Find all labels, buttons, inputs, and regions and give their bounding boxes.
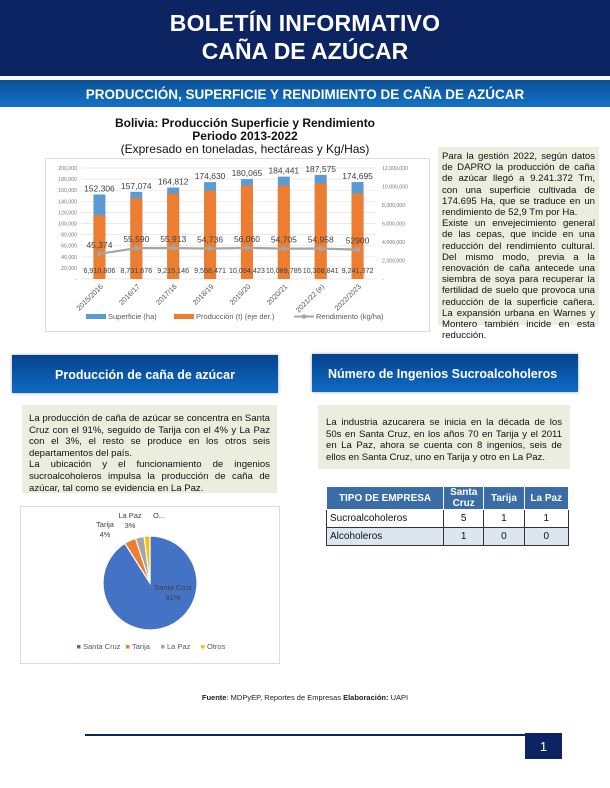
pie-label-name: O... (152, 511, 166, 520)
col-la-paz: La Paz (524, 487, 568, 510)
cell-tipo: Alcoholeros (327, 528, 444, 546)
pie-legend-swatch (77, 645, 81, 649)
side-note-p1: Para la gestión 2022, según datos de DAPRO la producción de caña de azúcar llegó a 9.241.372 Tm, con una superficie cultivada de 174.695 Ha, que se traduce en un rendimiento de 52,9 Tm por Ha. (442, 151, 595, 219)
x-axis-tick: 2018/19 (190, 282, 216, 307)
cell-value: 1 (444, 528, 484, 546)
right-axis-tick: 10,000,000 (382, 184, 408, 191)
elaboration-text: UAPI (388, 693, 409, 702)
cell-tipo: Sucroalcoholeros (327, 510, 444, 528)
chart-subtitle: Periodo 2013-2022 (192, 129, 298, 143)
pie-legend-label: Tarija (132, 642, 150, 651)
legend-label: Rendimiento (kg/ha) (316, 312, 384, 321)
x-axis-tick: 2022/2023 (332, 282, 363, 313)
chart-title: Bolivia: Producción Superficie y Rendimiento (114, 116, 376, 130)
pie-legend-label: Santa Cruz (83, 642, 121, 651)
legend-swatch (174, 314, 194, 319)
produccion-label: 10,094,423 (228, 266, 265, 275)
right-axis-tick: 2,000,000 (382, 258, 406, 265)
pie-legend-label: Otros (207, 642, 226, 651)
pie-label-pct: 4% (99, 530, 111, 539)
rendimiento-point (97, 251, 102, 256)
legend-swatch-marker (302, 314, 307, 319)
bulletin-header (0, 0, 610, 76)
pie-chart (20, 506, 280, 664)
superficie-label: 174,695 (342, 171, 373, 182)
rendimiento-point (318, 246, 323, 251)
produccion-label: 8,731,676 (120, 266, 153, 275)
rendimiento-label: 54,958 (307, 234, 334, 245)
section-band: PRODUCCIÓN, SUPERFICIE Y RENDIMIENTO DE CAÑA DE AZÚCAR (0, 80, 610, 107)
legend-swatch (86, 314, 106, 319)
elaboration-label: Elaboración: (343, 693, 389, 702)
combo-chart (45, 158, 430, 332)
rendimiento-label: 52900 (345, 235, 370, 246)
left-axis-tick: 40,000 (61, 254, 77, 261)
cell-value: 5 (444, 510, 484, 528)
right-axis-tick: 8,000,000 (382, 203, 406, 209)
x-axis-tick: 2016/17 (116, 282, 142, 307)
x-axis-tick: 2017/18 (153, 282, 179, 307)
left-axis-tick: 160,000 (58, 188, 77, 195)
rendimiento-label: 55,590 (123, 234, 150, 245)
pie-label-name: Tarija (96, 520, 114, 529)
rendimiento-point (207, 246, 212, 251)
side-note-p2: Existe un envejecimiento general de las cepas, que incide en una reducción del rendimiento cultural. Del mismo modo, previa a la renovación de caña antecede una siembra de soya para recuperar la fertilidad de suelo que provoca una reducción de la superficie cañera. La expansión urbana en Warnes y Montero también incide en esta reducción. (442, 218, 595, 342)
superficie-label: 164,812 (157, 176, 189, 187)
left-axis-tick: 120,000 (58, 210, 77, 217)
cell-value: 0 (524, 528, 568, 546)
pie-legend-label: La Paz (167, 642, 191, 651)
right-axis-tick: 12,000,000 (382, 166, 408, 172)
pie-legend-swatch (161, 645, 165, 649)
rendimiento-point (244, 245, 249, 250)
right-axis-tick: - (382, 277, 384, 283)
col-santa-cruz: Santa Cruz (444, 487, 484, 510)
x-axis-tick: 2020/21 (264, 282, 290, 307)
left-axis-tick: - (75, 277, 77, 283)
superficie-label: 184,441 (268, 165, 300, 176)
left-axis-tick: 80,000 (61, 232, 77, 239)
right-axis-tick: 4,000,000 (382, 240, 406, 246)
source-text: : MDPyEP, Reportes de Empresas (226, 693, 344, 702)
cell-value: 1 (484, 510, 524, 528)
x-axis-tick: 2019/20 (227, 282, 253, 307)
superficie-label: 152,306 (84, 183, 115, 194)
cell-value: 0 (484, 528, 524, 546)
x-axis-tick: 2015/2016 (74, 282, 105, 313)
left-axis-tick: 140,000 (58, 199, 77, 206)
produccion-label: 10,308,841 (302, 266, 339, 275)
side-note (438, 147, 599, 342)
produccion-bar (315, 184, 327, 279)
page-number: 1 (525, 733, 562, 759)
produccion-section-title: Producción de caña de azúcar (12, 355, 278, 393)
chart-subtitle-units: (Expresado en toneladas, hectáreas y Kg/Has) (120, 142, 370, 156)
pie-chart-svg (21, 507, 279, 663)
footer-divider (85, 734, 527, 736)
ingenios-section-title: Número de Ingenios Sucroalcoholeros (312, 354, 578, 392)
table-row (327, 528, 569, 546)
rendimiento-label: 45,374 (86, 239, 113, 250)
bulletin-title-line2: CAÑA DE AZÚCAR (201, 38, 409, 64)
pie-label-name: La Paz (118, 511, 142, 520)
ingenios-table (326, 486, 569, 546)
produccion-note-p2: La ubicación y el funcionamiento de ingenios sucroalcoholeros impulsa la producción de caña de azúcar, tal como se evidencia en La Paz. (29, 459, 270, 494)
rendimiento-point (281, 246, 286, 251)
superficie-label: 180,065 (231, 168, 263, 179)
produccion-note-p1: La producción de caña de azúcar se concentra en Santa Cruz con el 91%, seguido de Tarija con el 4% y La Paz con el 3%, el resto se produce en los otros seis departamentos del país. (29, 413, 270, 459)
pie-legend-swatch (201, 645, 205, 649)
legend-label: Superficie (ha) (108, 312, 157, 321)
rendimiento-label: 56,060 (233, 233, 260, 244)
rendimiento-label: 54,736 (197, 234, 224, 245)
left-axis-tick: 100,000 (58, 221, 77, 228)
right-axis-tick: 6,000,000 (382, 221, 406, 228)
produccion-note (22, 405, 277, 493)
x-axis-tick: 2021/22 (e) (293, 282, 327, 315)
rendimiento-point (134, 246, 139, 251)
pie-label-pct: 91% (165, 593, 181, 602)
bulletin-title-line1: BOLETÍN INFORMATIVO (169, 10, 441, 36)
rendimiento-label: 55,913 (160, 233, 187, 244)
superficie-label: 187,575 (305, 163, 337, 174)
cell-value: 1 (524, 510, 568, 528)
pie-legend-swatch (126, 645, 130, 649)
table-row (327, 510, 569, 528)
left-axis-tick: 200,000 (58, 166, 77, 172)
rendimiento-label: 54,705 (270, 234, 297, 245)
combo-chart-svg (46, 159, 429, 331)
rendimiento-point (171, 245, 176, 250)
rendimiento-point (355, 247, 360, 252)
produccion-label: 6,910,806 (83, 266, 116, 275)
pie-label-pct: 3% (124, 521, 136, 530)
left-axis-tick: 60,000 (61, 243, 77, 250)
source-note (0, 693, 610, 702)
superficie-label: 157,074 (120, 180, 152, 191)
col-tipo: TIPO DE EMPRESA (327, 487, 444, 510)
produccion-label: 9,241,372 (341, 266, 374, 275)
produccion-label: 9,215,146 (157, 266, 190, 275)
produccion-bar (278, 186, 290, 279)
left-axis-tick: 180,000 (58, 177, 77, 184)
produccion-label: 10,089,785 (265, 266, 302, 275)
produccion-label: 9,558,471 (194, 266, 227, 275)
source-label: Fuente (201, 693, 227, 702)
col-tarija: Tarija (484, 487, 524, 510)
ingenios-note-p1: La industria azucarera se inicia en la década de los 50s en Santa Cruz, en los años 70 en Tarija y el 2011 en La Paz, ahora se cuenta con 8 ingenios, seis de ellos en Santa Cruz, uno en Tarija y otro en La Paz. (326, 417, 562, 463)
pie-label-name: Santa Cruz (154, 583, 192, 592)
left-axis-tick: 20,000 (61, 265, 77, 272)
ingenios-note (318, 405, 570, 469)
legend-label: Producción (t) (eje der.) (196, 312, 275, 321)
table-header-row (327, 487, 569, 510)
produccion-bar (241, 186, 253, 279)
superficie-label: 174,630 (194, 171, 226, 182)
